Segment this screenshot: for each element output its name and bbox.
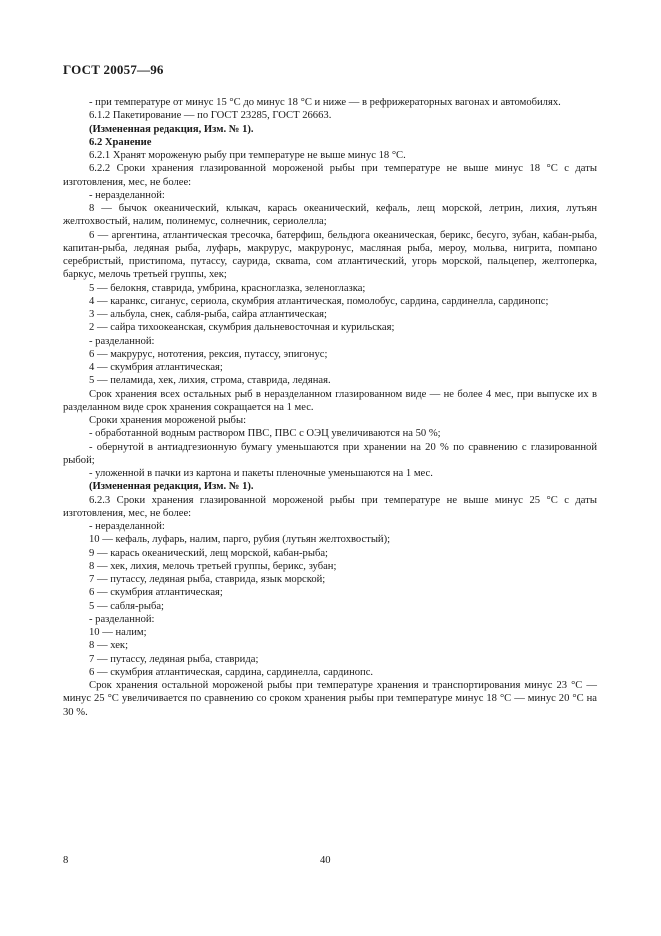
paragraph: 6.2.2 Сроки хранения глазированной мороженой рыбы при температуре не выше минус 18 °С с даты изготовления, мес, не более: bbox=[63, 163, 597, 188]
footer-page-number-center: 40 bbox=[320, 855, 331, 866]
paragraph: - уложенной в пачки из картона и пакеты пленочные уменьшаются на 1 мес. bbox=[89, 468, 433, 479]
footer-page-number-left: 8 bbox=[63, 855, 69, 866]
paragraph: Сроки хранения мороженой рыбы: bbox=[89, 415, 247, 426]
paragraph: 4 — каранкс, сиганус, сериола, скумбрия атлантическая, помолобус, сардина, сардинелла, сардинопс; bbox=[89, 295, 549, 307]
paragraph: 2 — сайра тихоокеанская, скумбрия дальневосточная и курильская; bbox=[89, 322, 395, 334]
paragraph: 9 — карась океанический, лещ морской, кабан-рыба; bbox=[89, 547, 328, 559]
paragraph: - неразделанной: bbox=[89, 189, 165, 201]
paragraph: 10 — налим; bbox=[89, 627, 147, 638]
paragraph: 6 — скумбрия атлантическая; bbox=[89, 587, 223, 599]
bold-paragraph: 6.2 Хранение bbox=[89, 136, 152, 148]
paragraph: 7 — путассу, ледяная рыба, ставрида; bbox=[89, 653, 259, 665]
paragraph: 6 — макрурус, нототения, рексия, путассу, эпигонус; bbox=[89, 348, 328, 360]
paragraph: 6 — аргентина, атлантическая тресочка, батерфиш, бельдюга океаническая, берикс, бесуго, зубан, кабан-рыба, капитан-рыба, ледяная рыба, луфарь, макрурус, макруронус, масляная рыба, мероу, мольва, нигрита, помпано серебристый, пристипома, путассу, саурида, скваma, сом атлантический, угорь морской, пальцепер, желтоперка, баркус, мелочь третьей группы, хек; bbox=[63, 229, 597, 281]
paragraph: 5 — сабля-рыба; bbox=[89, 600, 164, 612]
paragraph: 6.1.2 Пакетирование — по ГОСТ 23285, ГОСТ 26663. bbox=[89, 110, 332, 122]
paragraph: 3 — альбула, снек, сабля-рыба, сайра атлантическая; bbox=[89, 309, 327, 320]
bold-paragraph: (Измененная редакция, Изм. № 1). bbox=[89, 481, 254, 493]
paragraph: 8 — бычок океанический, клыкач, карась океанический, кефаль, лещ морской, летрин, лихия, лутьян желтохвостый, налим, полинемус, солнечник, сериолелла; bbox=[63, 203, 597, 228]
paragraph: 6 — скумбрия атлантическая, сардина, сардинелла, сардинопс. bbox=[89, 666, 374, 678]
paragraph: 5 — пеламида, хек, лихия, строма, ставрида, ледяная. bbox=[89, 375, 331, 387]
document-header: ГОСТ 20057—96 bbox=[63, 62, 164, 77]
paragraph: - обернутой в антиадгезионную бумагу уменьшаются при хранении на 20 % по сравнению с глазированной рыбой; bbox=[63, 441, 597, 466]
paragraph: 5 — белокня, ставрида, умбрина, красноглазка, зеленоглазка; bbox=[89, 282, 366, 294]
paragraph: - разделанной: bbox=[89, 335, 155, 347]
paragraph: - при температуре от минус 15 °С до минус 18 °С и ниже — в рефрижераторных вагонах и автомобилях. bbox=[89, 97, 561, 108]
paragraph: Срок хранения остальной мороженой рыбы при температуре хранения и транспортирования минус 23 °С — минус 25 °С увеличивается по сравнению со сроком хранения рыбы при температуре минус 18 °С — минус 20 °С на 30 %. bbox=[63, 680, 597, 718]
paragraph: 10 — кефаль, луфарь, налим, парго, рубия (лутьян желтохвостый); bbox=[89, 534, 391, 546]
paragraph: - неразделанной: bbox=[89, 521, 165, 532]
paragraph: 8 — хек, лихия, мелочь третьей группы, берикс, зубан; bbox=[89, 560, 337, 572]
paragraph: 7 — путассу, ледяная рыба, ставрида, язык морской; bbox=[89, 574, 326, 585]
paragraph: - разделанной: bbox=[89, 613, 155, 625]
paragraph: 6.2.3 Сроки хранения глазированной мороженой рыбы при температуре не выше минус 25 °С с даты изготовления, мес, не более: bbox=[63, 494, 597, 519]
bold-paragraph: (Измененная редакция, Изм. № 1). bbox=[89, 123, 254, 135]
paragraph: - обработанной водным раствором ПВС, ПВС с ОЭЦ увеличиваются на 50 %; bbox=[89, 428, 441, 440]
paragraph: Срок хранения всех остальных рыб в неразделанном глазированном виде — не более 4 мес, при выпуске их в разделанном виде срок хранения сокращается на 1 мес. bbox=[63, 388, 597, 413]
document-body bbox=[63, 96, 597, 719]
paragraph: 6.2.1 Хранят мороженую рыбу при температуре не выше минус 18 °С. bbox=[89, 150, 406, 161]
paragraph: 8 — хек; bbox=[89, 640, 129, 652]
paragraph: 4 — скумбрия атлантическая; bbox=[89, 362, 223, 373]
